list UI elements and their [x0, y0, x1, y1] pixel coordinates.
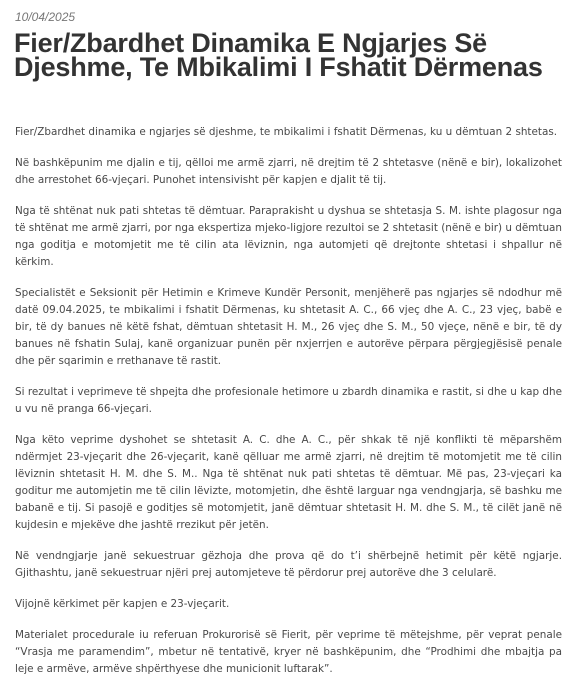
- article-body: [15, 124, 562, 692]
- article-date: 10/04/2025: [15, 10, 76, 24]
- article-paragraph: Fier/Zbardhet dinamika e ngjarjes së djeshme, te mbikalimi i fshatit Dërmenas, ku u dëmtuan 2 shtetas.: [15, 126, 558, 138]
- article-paragraph: Nga të shtënat nuk pati shtetas të dëmtuar. Paraprakisht u dyshua se shtetasja S. M. ishte plagosur nga të shtënat me armë zjarri, por nga ekspertiza mjeko-ligjore rezultoi se 2 shtetasit (nënë e bir) u dëmtuan nga goditja e motomjetit me të cilin ata lëviznin, nga automjeti që drejtonte shtetasi i shpallur në kërkim.: [15, 205, 562, 268]
- article-paragraph: Si rezultat i veprimeve të shpejta dhe profesionale hetimore u zbardh dinamika e rastit, si dhe u kap dhe u vu në pranga 66-vjeçari.: [15, 386, 562, 415]
- article-paragraph: Nga këto veprime dyshohet se shtetasit A. C. dhe A. C., për shkak të një konflikti të mëparshëm ndërmjet 23-vjeçarit dhe 26-vjeçarit, kanë qëlluar me armë zjarri, në drejtim të motomjetit me të cilin lëviznin shtetasit H. M. dhe S. M.. Nga të shtënat nuk pati shtetas të dëmtuar. Më pas, 23-vjeçari ka goditur me automjetin me të cilin lëvizte, motomjetin, dhe është larguar nga vendngjarja, së bashku me babanë e tij. Si pasojë e goditjes së motomjetit, janë dëmtuar shtetasit H. M. dhe S. M., të cilët janë në kujdesin e mjekëve dhe jashtë rrezikut për jetën.: [15, 434, 562, 531]
- article-paragraph: Vijojnë kërkimet për kapjen e 23-vjeçarit.: [15, 598, 230, 610]
- article-paragraph: Në vendngjarje janë sekuestruar gëzhoja dhe prova që do t’i shërbejnë hetimit për këtë ngjarje. Gjithashtu, janë sekuestruar njëri prej automjeteve të përdorur prej autorëve dhe 3 celularë.: [15, 550, 562, 579]
- article-paragraph: Në bashkëpunim me djalin e tij, qëlloi me armë zjarri, në drejtim të 2 shtetasve (nënë e bir), lokalizohet dhe arrestohet 66-vjeçari. Punohet intensivisht për kapjen e djalit të tij.: [15, 157, 562, 186]
- article-paragraph: Materialet procedurale iu referuan Prokurorisë së Fierit, për veprime të mëtejshme, për veprat penale “Vrasja me paramendim”, mbetur në tentativë, kryer në bashkëpunim, dhe “Prodhimi dhe mbajtja pa leje e armëve, armëve shpërthyese dhe municionit luftarak”.: [15, 629, 562, 675]
- article-paragraph: Specialistët e Seksionit për Hetimin e Krimeve Kundër Personit, menjëherë pas ngjarjes së ndodhur më datë 09.04.2025, te mbikalimi i fshatit Dërmenas, ku shtetasit A. C., 66 vjeç dhe A. C., 23 vjeç, babë e bir, të dy banues në këtë fshat, dëmtuan shtetasit H. M., 26 vjeç dhe S. M., 50 vjeçe, nënë e bir, të dy banues në fshatin Sulaj, kanë organizuar punën për nxjerrjen e autorëve përpara përgjegjësisë penale dhe për sqarimin e rrethanave të rastit.: [15, 287, 562, 367]
- article-title: Fier/Zbardhet Dinamika E Ngjarjes Së Djeshme, Te Mbikalimi I Fshatit Dërmenas: [14, 28, 543, 82]
